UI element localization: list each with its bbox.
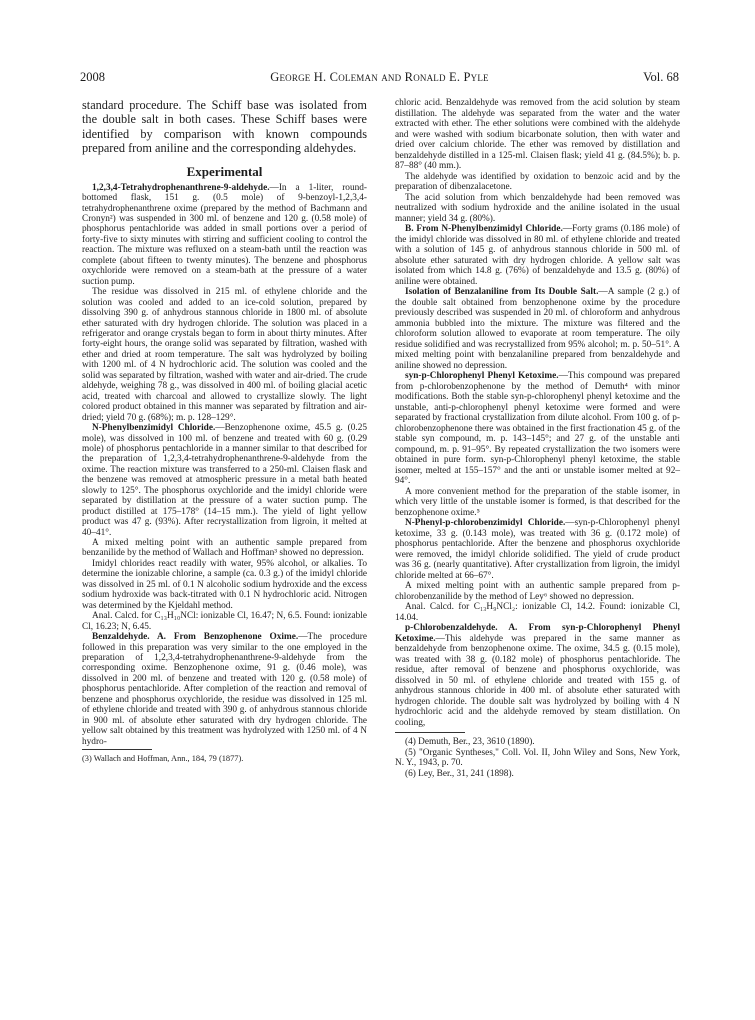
paragraph-identification: The aldehyde was identified by oxidation to benzoic acid and by the preparation of dibenzalacetone. <box>395 171 680 192</box>
paragraph-chlorobenzimidyl <box>395 518 680 581</box>
intro-paragraph: standard procedure. The Schiff base was isolated from the double salt in both cases. These Schiff bases were identified by comparison with known compounds prepared from aniline and the corresponding aldehydes. <box>82 98 367 156</box>
paragraph-heading: syn-p-Chlorophenyl Phenyl Ketoxime. <box>405 371 559 381</box>
paragraph-mixed-mp-2: A mixed melting point with an authentic sample prepared from p-chlorobenzanilide by the method of Ley⁶ showed no depression. <box>395 581 680 602</box>
paragraph-text: —This aldehyde was prepared in the same manner as benzaldehyde from benzophenone oxime. The oxime, 34.5 g. (0.15 mole), was treated with 38 g. (0.182 mole) of phosphorus pentachloride. The residue, after removal of benzene and phosphorus oxychloride, was dissolved in 50 ml. of ethylene chloride and treated with 155 g. of anhydrous stannous chloride in 400 ml. of absolute ether saturated with hydrogen chloride. The double salt was hydrolyzed by boiling with 4 N hydrochloric acid and the aldehyde removed by steam distillation. On cooling, <box>395 633 680 728</box>
paragraph-text: —In a 1-liter, round-bottomed flask, 151 g. (0.5 mole) of 9-benzoyl-1,2,3,4-tetrahydrophenanthrene oxime (prepared by the method of Bachmann and Cronyn²) was suspended in 300 ml. of benzene and 120 g. (0.58 mole) of phosphorus pentachloride was added in small portions over a period of forty-five to sixty minutes with stirring and sufficient cooling to control the reaction. The mixture was refluxed on a steam-bath until the reaction was complete (about fifteen to twenty minutes). The benzene and phosphorus oxychloride were removed on a steam-bath at the pressure of a water suction pump. <box>82 182 367 287</box>
footnote-rule <box>82 749 152 750</box>
paragraph-heading: Benzaldehyde. A. From Benzophenone Oxime. <box>92 632 299 643</box>
running-header <box>80 70 679 84</box>
left-column <box>82 98 367 764</box>
paragraph-heading: N-Phenyl-p-chlorobenzimidyl Chloride. <box>405 518 566 528</box>
paragraph-method-b <box>395 224 680 287</box>
section-heading: Experimental <box>186 163 263 179</box>
paragraph-text: —This compound was prepared from p-chlorobenzophenone by the method of Demuth⁴ with minor modifications. Both the stable syn-p-chlorophenyl phenyl ketoxime and the unstable, anti-p-chlorophenyl phenyl ketoxime were formed and were separated by fractional crystallization from dilute alcohol. From 100 g. of p-chlorobenzophenone there was obtained in the first fractionation 45 g. of the stable syn compound, m. p. 143–145°; and 27 g. of the unstable anti compound, m. p. 91–95°. By repeated crystallization the two isomers were obtained in pure form. syn-p-Chlorophenyl phenyl ketoxime, the stable isomer, melted at 155–157° and the anti or unstable isomer melted at 92–94°. <box>395 371 680 486</box>
paragraph-analysis: Anal. Calcd. for C₁₃H₁₀NCl: ionizable Cl, 16.47; N, 6.5. Found: ionizable Cl, 16.23; N, 6.45. <box>82 611 367 632</box>
paragraph-benzalaniline <box>395 287 680 371</box>
footnote: (5) "Organic Syntheses," Coll. Vol. II, John Wiley and Sons, New York, N. Y., 1943, p. 70. <box>395 747 680 768</box>
paragraph-analysis-2: Anal. Calcd. for C₁₃H₉NCl₂: ionizable Cl, 14.2. Found: ionizable Cl, 14.04. <box>395 602 680 623</box>
footnote: (4) Demuth, Ber., 23, 3610 (1890). <box>405 737 535 747</box>
footnote: (6) Ley, Ber., 31, 241 (1898). <box>405 768 514 779</box>
paragraph-heading: Isolation of Benzalaniline from Its Double Salt. <box>405 287 599 297</box>
paragraph-mixed-mp: A mixed melting point with an authentic sample prepared from benzanilide by the method of Wallach and Hoffman³ showed no depression. <box>82 538 367 559</box>
paragraph-heading: p-Chlorobenzaldehyde. A. From syn-p-Chlorophenyl Phenyl Ketoxime. <box>395 623 680 644</box>
footnote-rule <box>395 732 465 733</box>
paragraph-ionizable-chlorine: Imidyl chlorides react readily with water, 95% alcohol, or alkalies. To determine the ionizable chlorine, a sample (ca. 0.3 g.) of the imidyl chloride was dissolved in 25 ml. of 0.1 N alcoholic sodium hydroxide and the excess sodium hydroxide was back-titrated with 0.1 N hydrochloric acid. Nitrogen was determined by the Kjeldahl method. <box>82 558 367 611</box>
paragraph-text: —syn-p-Chlorophenyl phenyl ketoxime, 33 g. (0.143 mole), was treated with 36 g. (0.172 mole) of phosphorus pentachloride. After the benzene and phosphorus oxychloride were removed, the imidyl chloride solidified. The yield of crude product was 36 g. (nearly quantitative). After crystallization from ligroin, the imidyl chloride melted at 66–67°. <box>395 518 680 581</box>
right-column <box>395 98 680 779</box>
paragraph-heading: N-Phenylbenzimidyl Chloride. <box>92 423 216 434</box>
volume-label: Vol. 68 <box>643 70 679 84</box>
paragraph-text: —The procedure followed in this preparation was very similar to the one employed in the preparation of 1,2,3,4-tetrahydrophenanthrene-9-aldehyde from the corresponding oxime. Benzophenone oxime, 91 g. (0.46 mole), was dissolved in 200 ml. of benzene and treated with 120 g. (0.58 mole) of phosphorus pentachloride. After completion of the reaction and removal of benzene and phosphorus oxychloride, the residue was dissolved in 125 ml. of ethylene chloride and treated with 390 g. of anhydrous stannous chloride in 900 ml. of absolute ether saturated with dry hydrogen chloride. The yellow salt obtained by this treatment was hydrolyzed with 1250 ml. of 4 N hydro- <box>82 632 367 747</box>
page-number: 2008 <box>80 70 105 84</box>
paragraph-imidyl-chloride <box>82 423 367 538</box>
running-title: George H. Coleman and Ronald E. Pyle <box>270 70 489 84</box>
paragraph-continuation: chloric acid. Benzaldehyde was removed from the acid solution by steam distillation. The aldehyde was separated from the water and the water extracted with ether. The ether solutions were combined with the aldehyde and were washed with sodium bicarbonate solution, then with water and dried over calcium chloride. The ether was removed by distillation and benzaldehyde distilled in a 125-ml. Claisen flask; yield 41 g. (84.5%); b. p. 87–88° (40 mm.). <box>395 98 680 171</box>
paragraph-acid-solution: The acid solution from which benzaldehyde had been removed was neutralized with sodium hydroxide and the aniline isolated in the usual manner; yield 34 g. (80%). <box>395 192 680 224</box>
paragraph-heading: 1,2,3,4-Tetrahydrophenanthrene-9-aldehyde. <box>92 182 270 193</box>
paragraph-chlorobenzaldehyde <box>395 623 680 728</box>
paragraph-aldehyde-prep <box>82 183 367 288</box>
paragraph-benzaldehyde <box>82 632 367 747</box>
paragraph-residue: The residue was dissolved in 215 ml. of ethylene chloride and the solution was cooled and added to an ice-cold solution, prepared by dissolving 390 g. of anhydrous stannous chloride in 1800 ml. of absolute ether saturated with dry hydrogen chloride. The solution was placed in a refrigerator and orange crystals began to form in about thirty minutes. After forty-eight hours, the orange solid was separated by filtration, washed with ether and dried at room temperature. The salt was hydrolyzed by boiling with 1200 ml. of 4 N hydrochloric acid. The solution was cooled and the solid was separated by filtration, washed with water and air-dried. The crude aldehyde, weighing 78 g., was dissolved in 400 ml. of boiling glacial acetic acid, treated with charcoal and allowed to crystallize slowly. The light colored product obtained in this manner was separated by filtration and air-dried; yield 70 g. (68%); m. p. 128–129°. <box>82 287 367 423</box>
paragraph-text: —A sample (2 g.) of the double salt obtained from benzophenone oxime by the procedure previously described was suspended in 20 ml. of chloroform and anhydrous ammonia bubbled into the mixture. The mixture was filtered and the chloroform solution allowed to evaporate at room temperature. The oily residue solidified and was recrystallized from 95% alcohol; m. p. 50–51°. A mixed melting point with benzalaniline prepared from benzaldehyde and aniline showed no depression. <box>395 287 680 371</box>
paragraph-convenient-method: A more convenient method for the preparation of the stable isomer, in which very little of the unstable isomer is formed, is that described for the benzophenone oxime.⁵ <box>395 486 680 518</box>
paragraph-text: —Forty grams (0.186 mole) of the imidyl chloride was dissolved in 80 ml. of ethylene chloride and treated with a solution of 145 g. of anhydrous stannous chloride in 500 ml. of absolute ether saturated with dry hydrogen chloride. A yellow salt was isolated from which 14.8 g. (76%) of benzaldehyde and 13.5 g. (80%) of aniline were obtained. <box>395 224 680 287</box>
paragraph-ketoxime <box>395 371 680 487</box>
paragraph-heading: B. From N-Phenylbenzimidyl Chloride. <box>405 224 563 234</box>
footnote: (3) Wallach and Hoffman, Ann., 184, 79 (1877). <box>82 754 244 764</box>
paragraph-text: —Benzophenone oxime, 45.5 g. (0.25 mole), was dissolved in 100 ml. of benzene and treated with 60 g. (0.29 mole) of phosphorus pentachloride in a manner similar to that described for the preparation of 1,2,3,4-tetrahydrophenanthrene-9-aldehyde from the oxime. The reaction mixture was transferred to a 250-ml. Claisen flask and the benzene was removed at atmospheric pressure in a metal bath heated slowly to 125°. The phosphorus oxychloride and the imidyl chloride were separated by distillation at the pressure of a water suction pump. The product distilled at 175–178° (14–15 mm.). The yield of light yellow product was 47 g. (93%). After recrystallization from ligroin, it melted at 40–41°. <box>82 423 367 538</box>
